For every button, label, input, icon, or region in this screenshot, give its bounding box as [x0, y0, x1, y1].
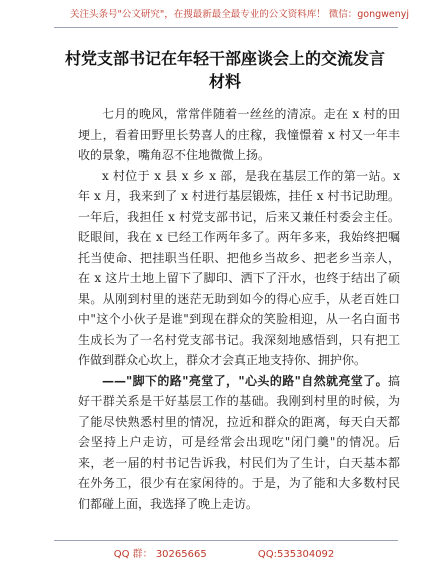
- header-promo-note: 关注头条号"公文研究"，在搜最新最全最专业的公文资料库！ 微信：gongwenyj: [70, 9, 410, 20]
- footer-qq-number: QQ:535304092: [257, 549, 335, 560]
- header-divider: [54, 27, 398, 28]
- paragraph-3-text: 搞好干群关系是干好基层工作的基础。我刚到村里的时候，为了能尽快熟悉村里的情况，拉近和群众的距离，每天白天都会坚持上户走访，可是经常会出现吃"闭门羹"的情况。后来，老一届的村书记告诉我，村民们为了生计，白天基本都在外务工，很少有在家闲待的。于是，为了能和大多数村民们都碰上面，我选择了晚上走访。: [78, 373, 400, 511]
- paragraph-2: [78, 166, 400, 371]
- document-title: 村党支部书记在年轻干部座谈会上的交流发言材料: [64, 49, 385, 91]
- paragraph-1-text: 七月的晚风，常常伴随着一丝丝的清凉。走在 x 村的田埂上，看着田野里长势喜人的庄稼，我憧憬着 x 村又一年丰收的景象，嘴角忍不住地微微上扬。: [78, 107, 400, 162]
- paragraph-3: [78, 371, 400, 515]
- paragraph-3-heading: ——"脚下的路"亮堂了，"心头的路"自然就亮堂了。: [102, 373, 388, 388]
- paragraph-2-text: x 村位于 x 县 x 乡 x 部，是我在基层工作的第一站。x 年 x 月，我来到了 x 村进行基层锻炼，挂任 x 村书记助理。一年后，我担任 x 村党支部书记，后来又兼任村委会主任。眨眼间，我在 x 已经工作两年多了。两年多来，我始终把嘱托当使命、把挂职当任职、把他乡当故乡、把老乡当亲人，在 x 这片土地上留下了脚印、洒下了汗水，也终于结出了硕果。从刚到村里的迷茫无助到如今的得心应手，从老百姓口中"这个小伙子是谁"到现在群众的笑脸相迎，从一名白面书生成长为了一名村党支部书记。我深刻地感悟到，只有把工作做到群众心坎上，群众才会真正地支持你、拥护你。: [78, 168, 400, 367]
- document-body: [78, 104, 400, 514]
- footer-contact: [0, 545, 448, 560]
- footer-divider: [54, 540, 398, 541]
- footer-qq-group: QQ 群： 30265665: [113, 549, 207, 560]
- paragraph-1: [78, 104, 400, 166]
